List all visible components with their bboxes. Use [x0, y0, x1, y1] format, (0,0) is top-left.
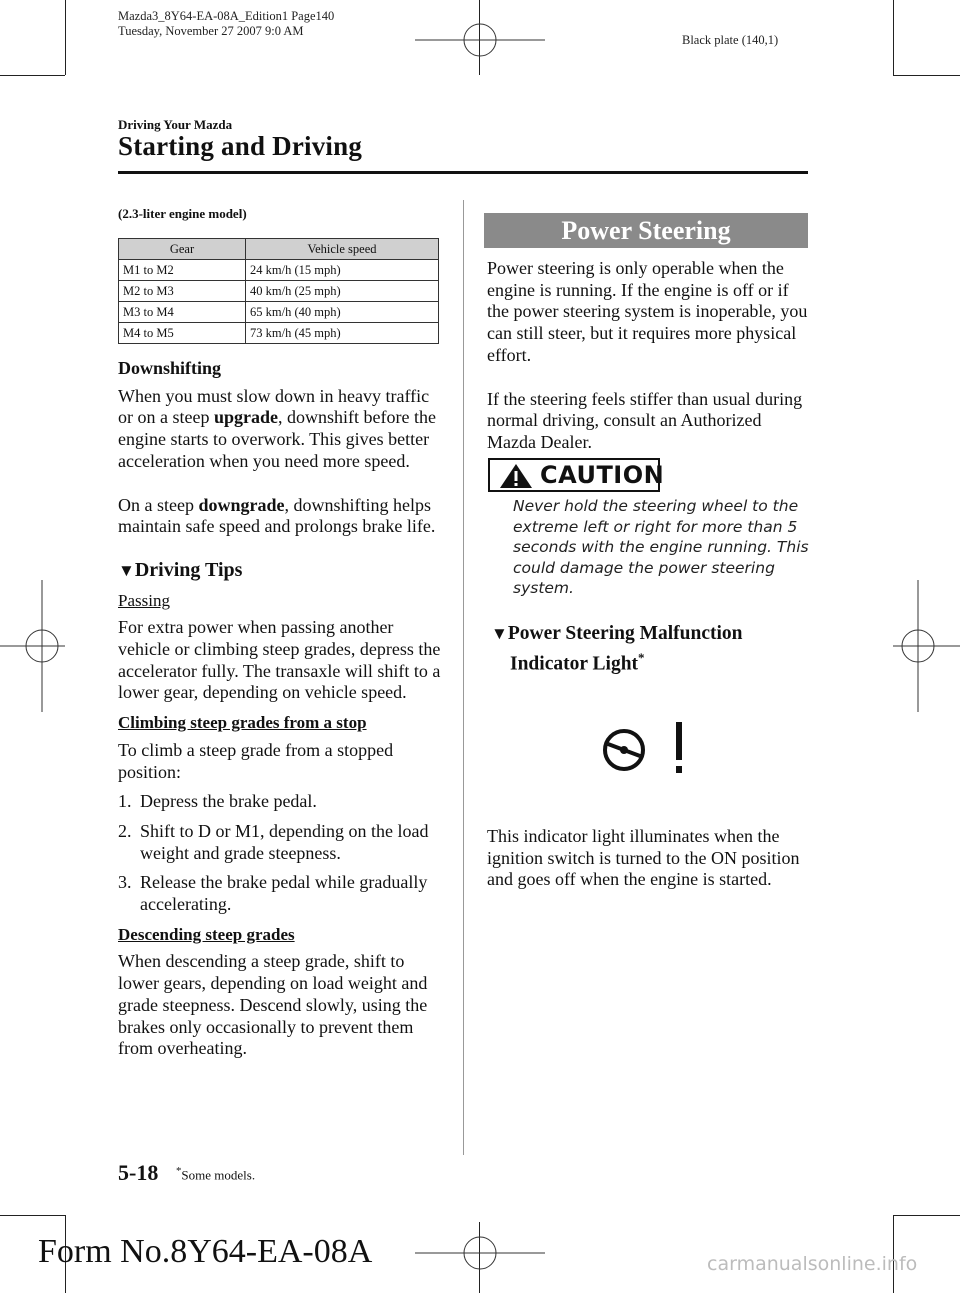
descending-heading: Descending steep grades	[118, 924, 295, 944]
step-number: 1.	[118, 791, 132, 812]
bold-term-downgrade: downgrade	[198, 494, 285, 515]
triangle-bullet-icon: ▼	[491, 624, 508, 643]
malfunction-heading	[491, 622, 743, 677]
table-cell: 24 km/h (15 mph)	[246, 260, 439, 281]
downshifting-heading: Downshifting	[118, 358, 222, 378]
text-run: On a steep	[118, 494, 199, 515]
print-file-name: Mazda3_8Y64-EA-08A_Edition1 Page140	[118, 9, 335, 23]
header-rule	[118, 171, 808, 174]
table-cell: M3 to M4	[119, 302, 246, 323]
downshift-paragraph-1	[118, 386, 443, 473]
table-cell: 73 km/h (45 mph)	[246, 323, 439, 344]
text-run: When you must slow down in heavy traffic or on a steep	[118, 385, 430, 428]
list-item	[118, 872, 443, 915]
table-cell: M4 to M5	[119, 323, 246, 344]
table-row	[119, 302, 439, 323]
triangle-bullet-icon: ▼	[118, 560, 135, 580]
table-cell: 40 km/h (25 mph)	[246, 281, 439, 302]
caution-text: Never hold the steering wheel to the extreme left or right for more than 5 seconds with the engine running. This could damage the power steering system.	[513, 497, 809, 598]
table-header-row	[119, 239, 439, 260]
table-cell: M1 to M2	[119, 260, 246, 281]
table-header-speed: Vehicle speed	[246, 239, 439, 260]
table-row	[119, 281, 439, 302]
footnote	[176, 1165, 255, 1183]
climbing-intro: To climb a steep grade from a stopped position:	[118, 739, 394, 782]
table-caption: (2.3-liter engine model)	[118, 206, 247, 221]
page-number: 5-18	[118, 1160, 159, 1185]
downshift-paragraph-2	[118, 495, 443, 538]
step-text: Release the brake pedal while gradually accelerating.	[140, 872, 428, 915]
step-text: Shift to D or M1, depending on the load weight and grade steepness.	[140, 820, 429, 863]
print-meta	[118, 9, 334, 39]
power-steering-paragraph-2: If the steering feels stiffer than usual during normal driving, consult an Authorized Mazda Dealer.	[487, 388, 803, 452]
indicator-paragraph: This indicator light illuminates when the ignition switch is turned to the ON position and goes off when the engine is started.	[487, 826, 800, 890]
power-steering-banner: Power Steering	[484, 213, 808, 248]
power-steering-paragraph-1: Power steering is only operable when the engine is running. If the engine is off or if the power steering system is inoperable, you can still steer, but it requires more physical effort.	[487, 258, 808, 365]
passing-heading: Passing	[118, 590, 170, 610]
print-date: Tuesday, November 27 2007 9:0 AM	[118, 24, 304, 38]
footnote-star: *	[176, 1165, 182, 1177]
malfunction-heading-line-2	[491, 646, 743, 677]
section-label: Driving Your Mazda	[118, 117, 233, 132]
right-column	[487, 258, 809, 454]
list-item	[118, 821, 443, 864]
left-column	[118, 358, 443, 1060]
step-number: 2.	[118, 820, 132, 841]
passing-paragraph: For extra power when passing another vehicle or climbing steep grades, depress the accelerator fully. The transaxle will shift to a lower gear, depending on vehicle speed.	[118, 617, 441, 703]
text-run: , downshifting helps maintain safe speed and prolongs brake life.	[118, 494, 436, 537]
warning-triangle-icon	[499, 463, 533, 489]
driving-tips-title: Driving Tips	[134, 558, 243, 581]
table-cell: 65 km/h (40 mph)	[246, 302, 439, 323]
some-models-star: *	[638, 650, 645, 665]
table-row	[119, 323, 439, 344]
watermark: carmanualsonline.info	[707, 1253, 918, 1275]
step-number: 3.	[118, 872, 132, 893]
gear-speed-table	[118, 238, 439, 344]
page-title: Starting and Driving	[118, 131, 363, 161]
caution-label-box	[488, 458, 665, 492]
text-run: , downshift before the engine starts to overwork. This gives better acceleration when you need more speed.	[118, 407, 436, 471]
form-number: Form No.8Y64-EA-08A	[38, 1233, 373, 1270]
power-steering-warning-icon	[600, 720, 690, 780]
bold-term-upgrade: upgrade	[213, 407, 278, 428]
list-item	[118, 791, 443, 813]
malfunction-heading-text: Indicator Light	[510, 653, 639, 675]
table-header-gear: Gear	[119, 239, 246, 260]
climbing-heading: Climbing steep grades from a stop	[118, 713, 367, 733]
malfunction-heading-text: Power Steering Malfunction	[507, 623, 743, 644]
caution-label: CAUTION	[540, 461, 665, 489]
driving-tips-heading	[118, 560, 443, 582]
table-cell: M2 to M3	[119, 281, 246, 302]
malfunction-heading-line-1	[491, 622, 743, 646]
footnote-text: Some models.	[181, 1167, 256, 1183]
table-row	[119, 260, 439, 281]
plate-label: Black plate (140,1)	[682, 33, 779, 47]
descending-paragraph: When descending a steep grade, shift to lower gears, depending on load weight and grade steepness. Descend slowly, using the brakes only occasionally to prevent them from overheating.	[118, 951, 428, 1059]
step-text: Depress the brake pedal.	[140, 791, 317, 812]
column-divider	[463, 200, 464, 1155]
